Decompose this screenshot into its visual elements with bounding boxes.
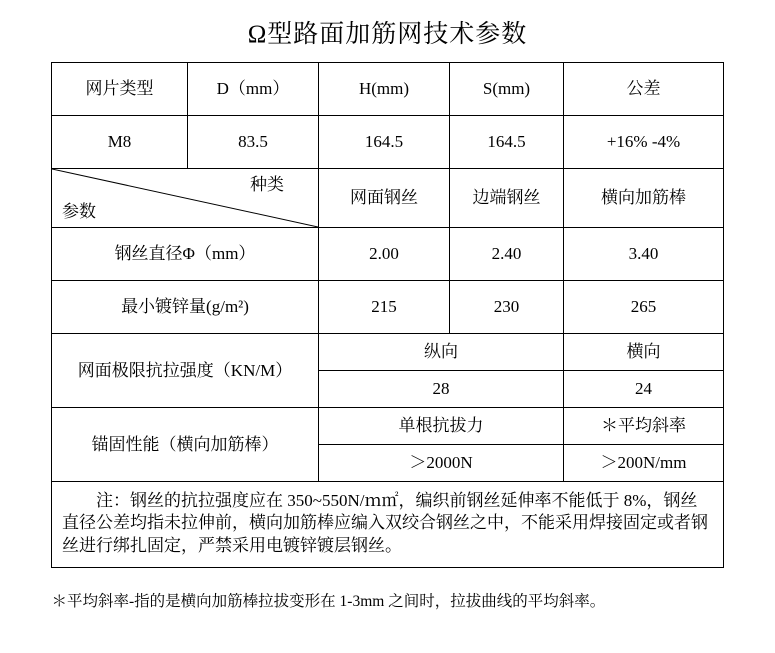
header-cell-d: D（mm）	[188, 63, 319, 116]
row-label-anchor-performance: 锚固性能（横向加筋棒）	[52, 408, 319, 482]
tensile-direction-transverse: 横向	[564, 334, 724, 371]
table-row-category-header	[52, 169, 724, 228]
header-cell-mesh-type: 网片类型	[52, 63, 188, 116]
note-text: 注：钢丝的抗拉强度应在 350~550N/ｍ㎡，编织前钢丝延伸率不能低于 8%，钢丝直径公差均指未拉伸前，横向加筋棒应编入双绞合钢丝之中，不能采用焊接固定或者钢丝进行绑扎固定，严禁采用电镀锌镀层钢丝。	[62, 491, 708, 555]
anchor-item-average-slope: ＊平均斜率	[564, 408, 724, 445]
value-cell-s: 164.5	[450, 116, 564, 169]
table-row-header	[52, 63, 724, 116]
table-row-wire-diameter	[52, 228, 724, 281]
zinc-coating-transverse-bar: 265	[564, 281, 724, 334]
footnote: ＊平均斜率-指的是横向加筋棒拉拔变形在 1-3mm 之间时，拉拔曲线的平均斜率。	[51, 592, 606, 610]
wire-diameter-edge-wire: 2.40	[450, 228, 564, 281]
table-row-zinc-coating	[52, 281, 724, 334]
row-label-zinc-coating: 最小镀锌量(g/m²)	[52, 281, 319, 334]
wire-diameter-mesh-wire: 2.00	[319, 228, 450, 281]
anchor-item-pullout-force: 单根抗拔力	[319, 408, 564, 445]
header-cell-h: H(mm)	[319, 63, 450, 116]
value-cell-tolerance: +16% -4%	[564, 116, 724, 169]
table-row-anchor-items	[52, 408, 724, 445]
tensile-direction-longitudinal: 纵向	[319, 334, 564, 371]
zinc-coating-mesh-wire: 215	[319, 281, 450, 334]
note-cell	[52, 482, 724, 567]
row-label-wire-diameter: 钢丝直径Φ（mm）	[52, 228, 319, 281]
diagonal-param-label: 参数	[62, 201, 96, 221]
table-row-values	[52, 116, 724, 169]
spec-table	[51, 62, 724, 568]
tensile-value-transverse: 24	[564, 371, 724, 408]
value-cell-h: 164.5	[319, 116, 450, 169]
anchor-value-pullout-force: ＞2000N	[319, 445, 564, 482]
row-label-tensile-strength: 网面极限抗拉强度（KN/M）	[52, 334, 319, 408]
header-cell-s: S(mm)	[450, 63, 564, 116]
tensile-value-longitudinal: 28	[319, 371, 564, 408]
table-row-tensile-directions	[52, 334, 724, 371]
anchor-value-average-slope: ＞200N/mm	[564, 445, 724, 482]
wire-diameter-transverse-bar: 3.40	[564, 228, 724, 281]
header-cell-tolerance: 公差	[564, 63, 724, 116]
page-title: Ω型路面加筋网技术参数	[247, 21, 528, 48]
table-row-note	[52, 482, 724, 567]
diagonal-header-cell	[52, 169, 319, 228]
category-cell-mesh-wire: 网面钢丝	[319, 169, 450, 228]
category-cell-edge-wire: 边端钢丝	[450, 169, 564, 228]
value-cell-mesh-type: M8	[52, 116, 188, 169]
diagonal-type-label: 种类	[250, 175, 284, 194]
value-cell-d: 83.5	[188, 116, 319, 169]
category-cell-transverse-bar: 横向加筋棒	[564, 169, 724, 228]
zinc-coating-edge-wire: 230	[450, 281, 564, 334]
